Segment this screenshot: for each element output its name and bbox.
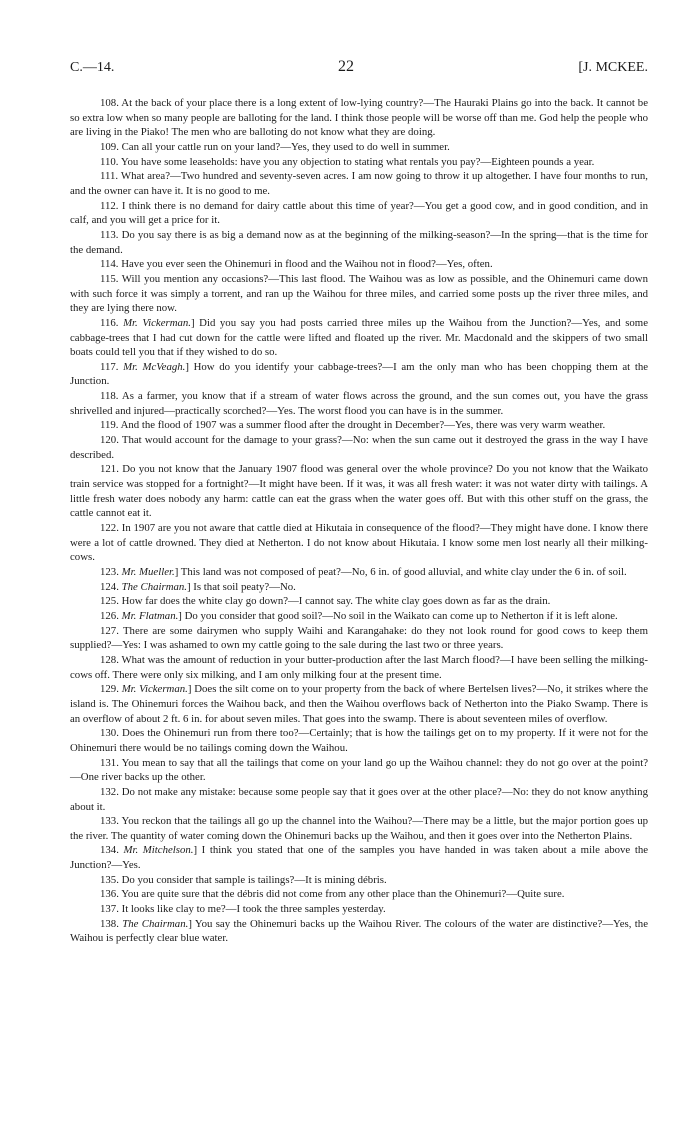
testimony-text-body: At the back of your place there is a long extent of low-lying country?—The Hauraki Plains go into the back. It cannot be so extra low when so many people are balloting for the land. I think those people will be worse off than me. God help the people who are living in the Piako! The men who are balloting do not know what they are doing.: [70, 97, 648, 139]
testimony-paragraph: 129. Mr. Vickerman.] Does the silt come on to your property from the back of where Bertelsen lives?—No, it strikes where the island is. The Ohinemuri forces the Waihou back, and then the Waihou overflows back of Netherton into the Piako Swamp. There is an overflow of about 2 ft. 6 in. for about seven miles. That goes into the swamp. There is about seventeen miles of overflow.: [70, 683, 648, 725]
testimony-paragraph: [70, 462, 648, 521]
speaker-name: The Chairman.: [121, 580, 187, 593]
question-number: 121.: [100, 463, 119, 476]
testimony-paragraph: 117. Mr. McVeagh.] How do you identify your cabbage-trees?—I am the only man who has been chopping them at the Junction.: [70, 360, 649, 388]
question-number: 133.: [100, 815, 119, 828]
testimony-text-body: That would account for the damage to your grass?—No: when the sun came out it destroyed the grass in the way I have described.: [70, 434, 648, 461]
page-header: [70, 60, 648, 82]
testimony-paragraph: [70, 199, 648, 228]
testimony-text-body: What was the amount of reduction in your butter-production after the last March flood?—I have been selling the milking-cows off. There were only six milking, and I am only milking four at the present time.: [70, 653, 648, 681]
question-number: 128.: [100, 653, 119, 666]
testimony-paragraph: [70, 169, 648, 198]
testimony-paragraph: [70, 140, 648, 155]
testimony-paragraph: [70, 653, 648, 682]
question-number: 126.: [100, 609, 119, 622]
testimony-text-body: I think there is no demand for dairy cattle about this time of year?—You get a good cow, and in good condition, and in calf, and you will get a price for it.: [70, 199, 648, 227]
question-number: 113.: [100, 228, 119, 241]
testimony-text-body: Do not make any mistake: because some people say that it goes over at the other place?—No: they do not know anything about it.: [70, 785, 648, 813]
question-number: 137.: [100, 903, 119, 916]
document-reference: C.—14.: [70, 60, 115, 75]
question-number: 116.: [100, 316, 119, 329]
testimony-paragraph: [70, 756, 648, 785]
question-number: 108.: [100, 97, 119, 109]
speaker-name: Mr. Vickerman.: [121, 683, 188, 696]
testimony-paragraph: [70, 389, 648, 418]
testimony-text-body: How far does the white clay go down?—I cannot say. The white clay goes down as far as the drain.: [121, 595, 551, 608]
testimony-text-body: Will you mention any occasions?—This last flood. The Waihou was as low as possible, and the Ohinemuri came down with such force it was simply a torrent, and ran up the Waihou for three miles, and carried some posts up the river three miles, and they are lying there now.: [70, 272, 648, 315]
question-number: 112.: [100, 199, 119, 212]
testimony-text-body: I think you stated that one of the samples you have handed in was taken about a mile above the Junction?—Yes.: [70, 844, 649, 872]
testimony-text-body: In 1907 are you not aware that cattle died at Hikutaia in consequence of the flood?—They might have done. I know there were a lot of cattle drowned. They died at Netherton. I do not know about Hikutaia. I know some men lost nearly all their milking-cows.: [70, 522, 648, 564]
question-number: 132.: [100, 785, 119, 798]
testimony-text-body: Do you consider that sample is tailings?—It is mining débris.: [121, 873, 387, 886]
speaker-name: Mr. Flatman.: [121, 609, 179, 622]
question-number: 135.: [100, 873, 119, 886]
testimony-paragraph: [70, 96, 648, 140]
question-number: 127.: [100, 624, 119, 637]
testimony-text-body: Do you consider that good soil?—No soil in the Waikato can come up to Netherton if it is left alone.: [184, 609, 618, 622]
question-number: 129.: [100, 683, 119, 696]
question-number: 125.: [100, 595, 119, 608]
testimony-paragraph: [70, 257, 648, 272]
speaker-name: Mr. Mitchelson.: [123, 844, 194, 857]
testimony-text-body: You mean to say that all the tailings that come on your land go up the Waihou channel: they do not go over at the point?—One river backs up the other.: [70, 756, 648, 784]
testimony-paragraph: [70, 887, 648, 902]
question-number: 115.: [100, 272, 119, 285]
testimony-text-body: How do you identify your cabbage-trees?—I am the only man who has been chopping them at the Junction.: [70, 360, 649, 388]
testimony-paragraph: [70, 521, 648, 565]
testimony-paragraph: [70, 726, 648, 755]
testimony-text-body: Does the Ohinemuri run from there too?—Certainly; that is how the tailings get on to my property. If it were not for the Ohinemuri there would be no tailings coming down the Waihou.: [70, 727, 649, 754]
question-number: 110.: [100, 155, 119, 168]
question-number: 138.: [100, 917, 119, 930]
question-number: 111.: [100, 170, 119, 183]
question-number: 120.: [100, 434, 119, 447]
testimony-paragraph: 123. Mr. Mueller.] This land was not composed of peat?—No, 6 in. of good alluvial, and white clay under the 6 in. of soil.: [100, 566, 627, 578]
testimony-text-body: What area?—Two hundred and seventy-seven acres. I am now going to throw it up altogether. I have four months to run, and the owner can have it. It is no good to me.: [70, 170, 648, 197]
question-number: 124.: [100, 580, 119, 593]
testimony-text-body: Is that soil peaty?—No.: [193, 580, 296, 593]
testimony-text-body: As a farmer, you know that if a stream of water flows across the ground, and the sun comes out, you have the grass shrivelled and injured—practically scorched?—Yes. The worst flood you can have is in the summer.: [70, 390, 648, 417]
testimony-paragraph: [70, 272, 648, 316]
question-number: 109.: [100, 140, 119, 153]
testimony-text-body: Have you ever seen the Ohinemuri in flood and the Waihou not in flood?—Yes, often.: [121, 258, 493, 271]
speaker-name: Mr. Vickerman.: [123, 316, 191, 329]
testimony-text-body: You are quite sure that the débris did not come from any other place than the Ohinemuri?—Quite sure.: [121, 888, 565, 901]
testimony-text-body: And the flood of 1907 was a summer flood after the drought in December?—Yes, there was very warm weather.: [120, 419, 606, 432]
testimony-paragraph: 124. The Chairman.] Is that soil peaty?—No.: [100, 580, 296, 593]
question-number: 136.: [100, 888, 119, 901]
page-number: 22: [338, 58, 354, 75]
testimony-paragraph: 126. Mr. Flatman.] Do you consider that good soil?—No soil in the Waikato can come up to Netherton if it is left alone.: [100, 609, 618, 622]
testimony-text-body: You say the Ohinemuri backs up the Waihou River. The colours of the water are distinctive?—Yes, the Waihou is perfectly clear blue water.: [70, 917, 648, 945]
testimony-text-body: This land was not composed of peat?—No, 6 in. of good alluvial, and white clay under the 6 in. of soil.: [180, 566, 627, 578]
testimony-text-body: Does the silt come on to your property from the back of where Bertelsen lives?—No, it strikes where the island is. The Ohinemuri forces the Waihou back, and then the Waihou overflows back of Netherton into the Piako Swamp. There is an overflow of about 2 ft. 6 in. for about seven miles. That goes into the swamp. There is about seventeen miles of overflow.: [70, 683, 648, 725]
testimony-text-body: Do you say there is as big a demand now as at the beginning of the milking-season?—In the spring—that is the time for the demand.: [70, 228, 648, 256]
testimony-paragraph: [70, 902, 648, 917]
testimony-paragraph: [70, 785, 648, 814]
testimony-paragraph: [70, 155, 648, 170]
speaker-name: Mr. McVeagh.: [123, 360, 186, 373]
witness-name: [J. MCKEE.: [578, 60, 648, 75]
testimony-paragraph: [70, 418, 648, 433]
question-number: 114.: [100, 258, 119, 271]
testimony-paragraph: 138. The Chairman.] You say the Ohinemuri backs up the Waihou River. The colours of the water are distinctive?—Yes, the Waihou is perfectly clear blue water.: [70, 917, 648, 945]
testimony-text-body: Do you not know that the January 1907 flood was general over the whole province? Do you not know that the Waikato train service was stopped for a fortnight?—It might have been. If it was, it was all fresh water: it was not water dirty with tailings. A little fresh water does nobody any harm: cattle can eat the grass when the water goes off. But with this other stuff on the grass, the cattle cannot eat it.: [70, 463, 648, 520]
testimony-text-body: Did you say you had posts carried three miles up the Waihou from the Junction?—Yes, and some cabbage-trees that I had cut down for the cattle were lifted and floated up the river. Mr. Macdonald and the skippers of two small boats could tell you that if they wished to do so.: [70, 316, 649, 359]
testimony-text-body: There are some dairymen who supply Waihi and Karangahake: do they not look round for good cows to keep them supplied?—Yes: I was ashamed to own my cattle going to the sale during the last two or three years.: [70, 624, 648, 652]
question-number: 118.: [100, 390, 119, 403]
testimony-paragraph: [70, 228, 648, 257]
testimony-paragraph: [70, 873, 648, 888]
testimony-paragraph: [70, 433, 648, 462]
question-number: 134.: [100, 844, 119, 857]
speaker-name: Mr. Mueller.: [121, 566, 175, 578]
question-number: 130.: [100, 727, 119, 740]
speaker-name: The Chairman.: [122, 917, 189, 930]
question-number: 117.: [100, 360, 119, 373]
testimony-paragraph: 134. Mr. Mitchelson.] I think you stated that one of the samples you have handed in was taken about a mile above the Junction?—Yes.: [70, 844, 649, 872]
testimony-paragraph: 116. Mr. Vickerman.] Did you say you had posts carried three miles up the Waihou from the Junction?—Yes, and some cabbage-trees that I had cut down for the cattle were lifted and floated up the river. Mr. Macdonald and the skippers of two small boats could tell you that if they wished to do so.: [70, 316, 649, 359]
testimony-text-body: You have some leaseholds: have you any objection to stating what rentals you pay?—Eighteen pounds a year.: [120, 155, 595, 168]
testimony-paragraph: [70, 624, 648, 653]
testimony-text-body: It looks like clay to me?—I took the three samples yesterday.: [121, 903, 386, 916]
question-number: 123.: [100, 566, 119, 578]
question-number: 122.: [100, 522, 119, 535]
testimony-text-body: Can all your cattle run on your land?—Yes, they used to do well in summer.: [121, 140, 450, 153]
testimony-paragraph: [70, 814, 648, 843]
testimony-text-body: You reckon that the tailings all go up the channel into the Waihou?—There may be a little, but the major portion goes up the river. The quantity of water coming down the Ohinemuri backs up the Waihou, and then it goes over into the Netherton Plains.: [70, 815, 648, 842]
testimony-paragraph: [70, 594, 648, 609]
question-number: 131.: [100, 756, 119, 769]
testimony-text: [70, 96, 648, 946]
question-number: 119.: [100, 419, 119, 432]
